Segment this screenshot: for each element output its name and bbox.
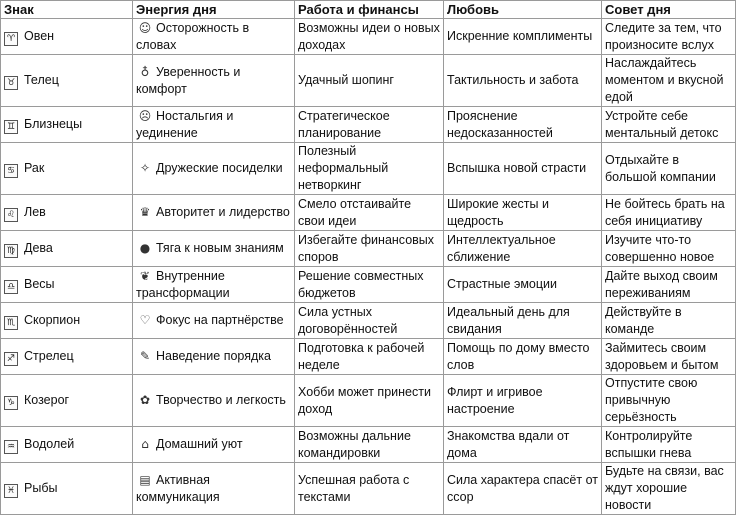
advice-cell: Будьте на связи, вас ждут хорошие новости <box>602 463 736 515</box>
work-cell: Полезный неформальный нетворкинг <box>295 143 444 195</box>
header-work: Работа и финансы <box>295 1 444 19</box>
confidence-icon: ♁ <box>140 64 150 79</box>
energy-cell <box>133 267 295 303</box>
advice-cell: Займитесь своим здоровьем и бытом <box>602 339 736 375</box>
sign-cell <box>1 463 133 515</box>
virgo-icon: ♍ <box>4 244 18 258</box>
header-sign: Знак <box>1 1 133 19</box>
sign-name: Дева <box>24 240 53 255</box>
table-row <box>1 375 736 427</box>
energy-cell <box>133 427 295 463</box>
home-icon: ⌂ <box>141 437 149 451</box>
sign-name: Водолей <box>24 436 75 451</box>
advice-cell: Устройте себе ментальный детокс <box>602 107 736 143</box>
work-cell: Успешная работа с текстами <box>295 463 444 515</box>
love-cell: Помощь по дому вместо слов <box>444 339 602 375</box>
work-cell: Хобби может принести доход <box>295 375 444 427</box>
heart-icon: ♡ <box>139 313 151 327</box>
party-icon: ✧ <box>139 161 151 175</box>
sign-name: Телец <box>24 72 59 87</box>
taurus-icon: ♉ <box>4 76 18 90</box>
sign-cell <box>1 231 133 267</box>
sign-name: Близнецы <box>24 116 83 131</box>
sign-name: Овен <box>24 28 55 43</box>
love-cell: Сила характера спасёт от ссор <box>444 463 602 515</box>
table-row <box>1 303 736 339</box>
energy-text: Внутренние трансформации <box>136 268 230 300</box>
energy-cell <box>133 463 295 515</box>
love-cell: Вспышка новой страсти <box>444 143 602 195</box>
phone-icon: ▤ <box>139 472 151 487</box>
sign-name: Рак <box>24 160 45 175</box>
love-cell: Страстные эмоции <box>444 267 602 303</box>
advice-cell: Действуйте в команде <box>602 303 736 339</box>
sign-cell <box>1 195 133 231</box>
energy-text: Авторитет и лидерство <box>156 205 290 219</box>
table-row <box>1 231 736 267</box>
sign-cell <box>1 375 133 427</box>
sign-cell <box>1 267 133 303</box>
advice-cell: Дайте выход своим переживаниям <box>602 267 736 303</box>
sign-name: Весы <box>24 276 55 291</box>
speech-face-icon: ☺ <box>138 20 152 35</box>
globe-icon: ● <box>139 241 151 255</box>
energy-text: Дружеские посиделки <box>156 161 283 175</box>
aquarius-icon: ♒ <box>4 440 18 454</box>
love-cell: Тактильность и забота <box>444 55 602 107</box>
sign-name: Лев <box>24 204 46 219</box>
energy-text: Уверенность и комфорт <box>136 64 241 96</box>
nostalgia-face-icon: ☹ <box>138 108 152 123</box>
energy-cell <box>133 143 295 195</box>
sign-cell <box>1 107 133 143</box>
energy-cell <box>133 375 295 427</box>
palette-icon: ✿ <box>139 393 151 407</box>
sign-cell <box>1 55 133 107</box>
work-cell: Сила устных договорённостей <box>295 303 444 339</box>
energy-cell <box>133 339 295 375</box>
sign-cell <box>1 427 133 463</box>
love-cell: Флирт и игривое настроение <box>444 375 602 427</box>
work-cell: Избегайте финансовых споров <box>295 231 444 267</box>
table-row <box>1 19 736 55</box>
libra-icon: ♎ <box>4 280 18 294</box>
sign-name: Стрелец <box>24 348 74 363</box>
energy-cell <box>133 231 295 267</box>
leo-icon: ♌ <box>4 208 18 222</box>
love-cell: Прояснение недосказанностей <box>444 107 602 143</box>
advice-cell: Наслаждайтесь моментом и вкусной едой <box>602 55 736 107</box>
table-row <box>1 427 736 463</box>
sign-name: Скорпион <box>24 312 81 327</box>
table-row <box>1 339 736 375</box>
work-cell: Решение совместных бюджетов <box>295 267 444 303</box>
love-cell: Искренние комплименты <box>444 19 602 55</box>
love-cell: Знакомства вдали от дома <box>444 427 602 463</box>
energy-cell <box>133 55 295 107</box>
work-cell: Возможны дальние командировки <box>295 427 444 463</box>
crown-icon: ♛ <box>139 205 151 219</box>
sign-cell <box>1 19 133 55</box>
header-love: Любовь <box>444 1 602 19</box>
header-energy: Энергия дня <box>133 1 295 19</box>
header-advice: Совет дня <box>602 1 736 19</box>
pisces-icon: ♓ <box>4 484 18 498</box>
advice-cell: Следите за тем, что произносите вслух <box>602 19 736 55</box>
energy-text: Тяга к новым знаниям <box>156 241 284 255</box>
aries-icon: ♈ <box>4 32 18 46</box>
sign-cell <box>1 143 133 195</box>
table-row <box>1 55 736 107</box>
capricorn-icon: ♑ <box>4 396 18 410</box>
butterfly-icon: ❦ <box>139 268 151 283</box>
table-row <box>1 195 736 231</box>
energy-cell <box>133 19 295 55</box>
advice-cell: Отдыхайте в большой компании <box>602 143 736 195</box>
love-cell: Широкие жесты и щедрость <box>444 195 602 231</box>
sign-cell <box>1 303 133 339</box>
advice-cell: Изучите что-то совершенно новое <box>602 231 736 267</box>
sign-cell <box>1 339 133 375</box>
love-cell: Интеллектуальное сближение <box>444 231 602 267</box>
advice-cell: Не бойтесь брать на себя инициативу <box>602 195 736 231</box>
sign-name: Козерог <box>24 392 70 407</box>
table-row <box>1 267 736 303</box>
love-cell: Идеальный день для свидания <box>444 303 602 339</box>
table-row <box>1 143 736 195</box>
energy-text: Творчество и легкость <box>156 393 286 407</box>
work-cell: Стратегическое планирование <box>295 107 444 143</box>
table-row <box>1 463 736 515</box>
work-cell: Возможны идеи о новых доходах <box>295 19 444 55</box>
work-cell: Подготовка к рабочей неделе <box>295 339 444 375</box>
work-cell: Смело отстаивайте свои идеи <box>295 195 444 231</box>
advice-cell: Отпустите свою привычную серьёзность <box>602 375 736 427</box>
broom-icon: ✎ <box>139 349 151 363</box>
cancer-icon: ♋ <box>4 164 18 178</box>
energy-text: Осторожность в словах <box>136 20 250 52</box>
energy-text: Фокус на партнёрстве <box>156 313 284 327</box>
energy-cell <box>133 195 295 231</box>
energy-text: Домашний уют <box>156 437 243 451</box>
work-cell: Удачный шопинг <box>295 55 444 107</box>
energy-text: Активная коммуникация <box>136 472 220 504</box>
gemini-icon: ♊ <box>4 120 18 134</box>
sagittarius-icon: ♐ <box>4 352 18 366</box>
header-row <box>1 1 736 19</box>
energy-text: Ностальгия и уединение <box>136 108 234 140</box>
energy-text: Наведение порядка <box>156 349 272 363</box>
sign-name: Рыбы <box>24 480 58 495</box>
scorpio-icon: ♏ <box>4 316 18 330</box>
table-row <box>1 107 736 143</box>
energy-cell <box>133 303 295 339</box>
advice-cell: Контролируйте вспышки гнева <box>602 427 736 463</box>
energy-cell <box>133 107 295 143</box>
